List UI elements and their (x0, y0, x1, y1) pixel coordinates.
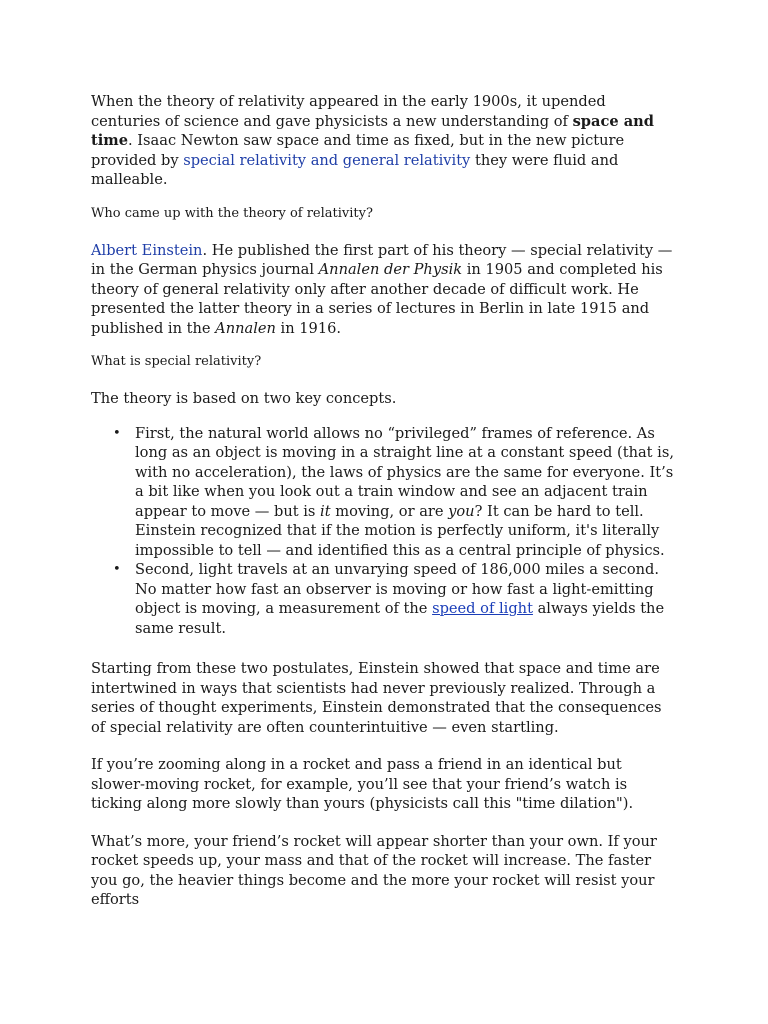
einstein-text-1: . He published the first part of his theory — special relativity — in the German physics journal (91, 241, 673, 278)
bullet1-text-2: moving, or are (330, 502, 449, 520)
bullet1-text-3: ? It can be hard to tell. Einstein recognized that if the motion is perfectly uniform, it's literally impossible to tell — and identified this as a central principle of physics. (135, 502, 665, 559)
question-heading-2: What is special relativity? (91, 354, 262, 369)
einstein-text-2: in 1905 and completed his theory of general relativity only after another decade of difficult work. He presented the latter theory in a series of lectures in Berlin in late 1915 and published in the (91, 261, 663, 337)
einstein-paragraph (91, 241, 679, 339)
speed-of-light-link[interactable]: speed of light (432, 600, 533, 617)
rocket-paragraph: If you’re zooming along in a rocket and pass a friend in an identical but slower-moving rocket, for example, you’ll see that your friend’s watch is ticking along more slowly than yours (physicists call this "time dilation"). (91, 756, 634, 812)
bullet2-text-2: always yields the same result. (135, 600, 665, 637)
bullet-icon: • (113, 562, 121, 577)
space-and-time-bold: space and time (91, 112, 654, 149)
intro-paragraph (91, 92, 679, 190)
intro-text-3: they were fluid and malleable. (91, 151, 619, 188)
bullet1-text-1: First, the natural world allows no “privileged” frames of reference. As long as an object is moving in a straight line at a constant speed (that is, with no acceleration), the laws of physics are the same for everyone. It’s a bit like when you look out a train window and see an adjacent train appear to move — but is (135, 424, 674, 520)
albert-einstein-link[interactable]: Albert Einstein (91, 241, 203, 259)
article-body (91, 92, 679, 910)
special-general-relativity-link[interactable]: special relativity and general relativity (183, 151, 471, 169)
intro-text-2: . Isaac Newton saw space and time as fixed, but in the new picture provided by (91, 132, 625, 169)
bullet1-italic-it: it (320, 502, 331, 520)
list-item (113, 560, 679, 638)
annalen-italic: Annalen (215, 319, 276, 337)
bullet2-text-1: Second, light travels at an unvarying speed of 186,000 miles a second. No matter how fast an observer is moving or how fast a light-emitting object is moving, a measurement of the (135, 561, 660, 617)
einstein-text-3: in 1916. (275, 319, 342, 337)
mass-paragraph: What’s more, your friend’s rocket will appear shorter than your own. If your rocket speeds up, your mass and that of the rocket will increase. The faster you go, the heavier things become and the more your rocket will resist your efforts (91, 832, 657, 908)
bullet1-italic-you: you (448, 502, 475, 520)
annalen-der-physik-italic: Annalen der Physik (318, 261, 463, 278)
key-concepts-paragraph: The theory is based on two key concepts. (91, 390, 397, 407)
question-heading-1: Who came up with the theory of relativity? (91, 205, 373, 221)
intro-text-1: When the theory of relativity appeared in the early 1900s, it upended centuries of science and gave physicists a new understanding of (91, 93, 606, 130)
concepts-list (91, 424, 679, 639)
bullet-icon: • (113, 425, 121, 441)
postulates-paragraph: Starting from these two postulates, Einstein showed that space and time are intertwined in ways that scientists had never previously realized. Through a series of thought experiments, Einstein demonstrated that the consequences of special relativity are often counterintuitive — even startling. (91, 660, 662, 736)
list-item (113, 424, 679, 561)
